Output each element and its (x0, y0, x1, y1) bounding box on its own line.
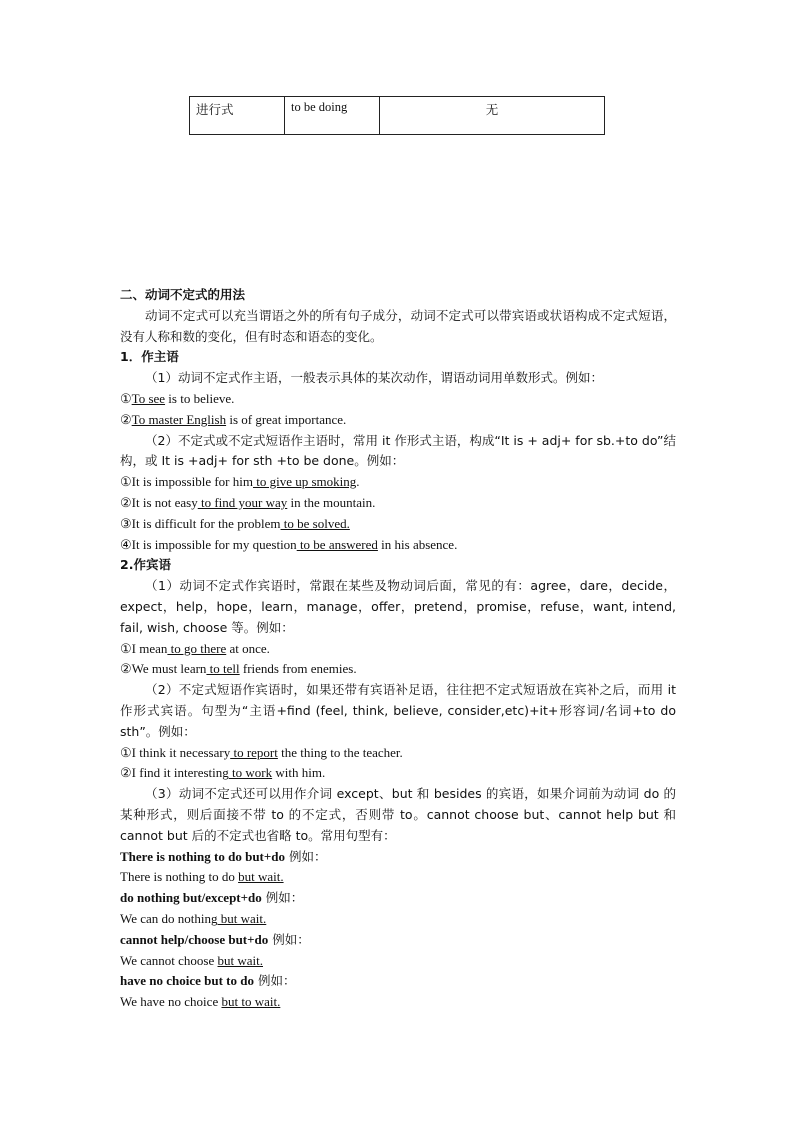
subject-rule-2: （2）不定式或不定式短语作主语时，常用 it 作形式主语，构成“It is + adj+ for sb.+to do”结构，或 It is +adj+ for sth +to be done。例如： (120, 432, 676, 469)
passive-form-cell: 无 (380, 97, 605, 135)
example-sentence: ③It is difficult for the problem to be solved. (120, 515, 350, 531)
example-sentence: There is nothing to do but wait. (120, 869, 284, 885)
sentence-pattern: cannot help/choose but+do 例如： (120, 931, 310, 947)
example-sentence: ②I find it interesting to work with him. (120, 765, 326, 781)
sentence-pattern: do nothing but/except+do 例如： (120, 890, 304, 906)
object-heading: 2.作宾语 (120, 557, 171, 573)
example-sentence: ④It is impossible for my question to be answered in his absence. (120, 536, 458, 552)
tense-form-cell: to be doing (285, 97, 380, 135)
section-title: 二、动词不定式的用法 (120, 287, 246, 302)
subject-heading: 1．作主语 (120, 349, 179, 365)
tense-table (189, 96, 605, 135)
example-sentence: ②We must learn to tell friends from enemies. (120, 661, 357, 677)
example-sentence: ②It is not easy to find your way in the mountain. (120, 494, 376, 510)
object-rule-1: （1）动词不定式作宾语时，常跟在某些及物动词后面，常见的有：agree，dare，decide，expect，help，hope，learn，manage，offer，pretend，promise，refuse，want, intend, fail, wish, choose 等。例如： (120, 578, 676, 635)
sentence-pattern: There is nothing to do but+do 例如： (120, 848, 327, 864)
table-row (190, 97, 605, 135)
sentence-pattern: have no choice but to do 例如： (120, 973, 296, 989)
object-rule-3: （3）动词不定式还可以用作介词 except、but 和 besides 的宾语，如果介词前为动词 do 的某种形式，则后面接不带 to 的不定式，否则带 to。cannot choose but、cannot help but 和 cannot but 后的不定式也省略 to。常用句型有： (120, 786, 676, 843)
example-sentence: ①I mean to go there at once. (120, 640, 270, 656)
section-intro: 动词不定式可以充当谓语之外的所有句子成分，动词不定式可以带宾语或状语构成不定式短语，没有人称和数的变化，但有时态和语态的变化。 (120, 307, 676, 344)
tense-name-cell: 进行式 (190, 97, 285, 135)
usage-section (120, 285, 676, 1013)
example-sentence: We have no choice but to wait. (120, 994, 281, 1010)
subject-rule-1: （1）动词不定式作主语，一般表示具体的某次动作，谓语动词用单数形式。例如： (145, 370, 603, 386)
example-sentence: ①It is impossible for him to give up smoking. (120, 474, 360, 490)
object-rule-2: （2）不定式短语作宾语时，如果还带有宾语补足语，往往把不定式短语放在宾补之后，而用 it 作形式宾语。句型为“主语+find (feel, think, believe, consider,etc)+it+形容词/名词+to do sth”。例如： (120, 682, 676, 739)
example-sentence: We can do nothing but wait. (120, 910, 267, 926)
example-sentence: ①To see is to believe. (120, 390, 235, 406)
example-sentence: ①I think it necessary to report the thing to the teacher. (120, 744, 403, 760)
example-sentence: We cannot choose but wait. (120, 952, 263, 968)
example-sentence: ②To master English is of great importance. (120, 411, 347, 427)
